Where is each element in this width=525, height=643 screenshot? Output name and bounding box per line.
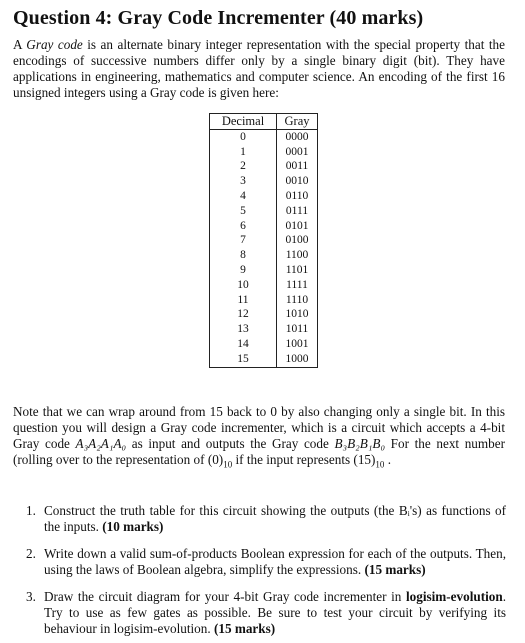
question-text: Construct the truth table for this circuit showing the outputs (the Bᵢ's) as functions of the inputs.	[44, 503, 506, 534]
table-row	[210, 322, 318, 337]
intro-text-after: is an alternate binary integer representation with the special property that the encodings of successive numbers differ only by a single binary digit (bit). They have applications in engineering, mathematics and computer science. An encoding of the first 16 unsigned integers using a Gray code is given here:	[13, 37, 505, 100]
gray-code-table	[209, 113, 318, 368]
decimal-cell: 15	[210, 352, 277, 367]
gray-cell: 1100	[277, 248, 318, 263]
gray-cell: 0001	[277, 145, 318, 160]
page-title: Question 4: Gray Code Incrementer (40 marks)	[13, 7, 424, 29]
subscript-10-b: 10	[375, 459, 385, 470]
table-body	[210, 129, 318, 367]
question-text: Write down a valid sum-of-products Boolean expression for each of the outputs. Then, using the laws of Boolean algebra, simplify the expressions.	[44, 546, 506, 577]
table-row	[210, 263, 318, 278]
decimal-cell: 12	[210, 307, 277, 322]
note-text-1: Note that we can wrap around from 15 back to 0 by also changing only a single bit. In this question you will design a Gray code incrementer, which is a circuit which accepts a 4-bit Gray code	[13, 404, 505, 451]
decimal-cell: 4	[210, 189, 277, 204]
table-row	[210, 204, 318, 219]
note-text-2: as input and outputs the Gray code	[126, 436, 335, 451]
table-row	[210, 219, 318, 234]
gray-cell: 0111	[277, 204, 318, 219]
table-row	[210, 145, 318, 160]
intro-text-before: A	[13, 37, 27, 52]
gray-cell: 1010	[277, 307, 318, 322]
decimal-cell: 2	[210, 159, 277, 174]
decimal-cell: 8	[210, 248, 277, 263]
table-row	[210, 233, 318, 248]
table-row	[210, 307, 318, 322]
question-item-1	[26, 503, 506, 535]
note-paragraph	[13, 404, 505, 468]
gray-cell: 0010	[277, 174, 318, 189]
gray-cell: 1001	[277, 337, 318, 352]
decimal-cell: 3	[210, 174, 277, 189]
header-gray: Gray	[277, 114, 318, 130]
gray-cell: 0110	[277, 189, 318, 204]
gray-cell: 1011	[277, 322, 318, 337]
intro-paragraph	[13, 37, 505, 101]
question-number: 2.	[26, 546, 36, 561]
question-text-b: . Try to use as few gates as possible. Be sure to test your circuit by verifying its behaviour in logisim-evolution.	[44, 589, 506, 636]
question-marks: (15 marks)	[364, 562, 426, 577]
table-row	[210, 278, 318, 293]
question-marks: (15 marks)	[213, 621, 276, 636]
gray-code-term: Gray code	[26, 37, 83, 52]
gray-cell: 1101	[277, 263, 318, 278]
decimal-cell: 7	[210, 233, 277, 248]
note-text-4: if the input represents (15)	[232, 452, 376, 467]
question-marks: (10 marks)	[102, 519, 164, 534]
table-row	[210, 337, 318, 352]
decimal-cell: 1	[210, 145, 277, 160]
question-item-2	[26, 546, 506, 578]
gray-cell: 0100	[277, 233, 318, 248]
table-row	[210, 129, 318, 144]
gray-cell: 0101	[277, 219, 318, 234]
decimal-cell: 9	[210, 263, 277, 278]
header-decimal: Decimal	[210, 114, 277, 130]
decimal-cell: 14	[210, 337, 277, 352]
decimal-cell: 10	[210, 278, 277, 293]
table-row	[210, 352, 318, 367]
gray-cell: 0000	[277, 129, 318, 144]
question-item-3	[26, 589, 506, 637]
gray-cell: 0011	[277, 159, 318, 174]
note-text-3: For the next number (rolling over to the representation of (0)	[13, 436, 505, 467]
question-text-a: Draw the circuit diagram for your 4-bit Gray code incrementer in	[44, 589, 406, 604]
question-number: 3.	[26, 589, 36, 604]
note-text-5: .	[384, 452, 391, 467]
gray-cell: 1000	[277, 352, 318, 367]
gray-cell: 1111	[277, 278, 318, 293]
table-row	[210, 174, 318, 189]
output-code: B₃B₂B₁B₀	[334, 436, 386, 451]
decimal-cell: 13	[210, 322, 277, 337]
table-row	[210, 189, 318, 204]
subscript-10-a: 10	[223, 459, 233, 470]
input-code: A₃A₂A₁A₀	[75, 436, 127, 451]
decimal-cell: 6	[210, 219, 277, 234]
question-number: 1.	[26, 503, 36, 518]
decimal-cell: 11	[210, 293, 277, 308]
table-row	[210, 293, 318, 308]
table-row	[210, 248, 318, 263]
decimal-cell: 0	[210, 129, 277, 144]
tool-name: logisim-evolution	[405, 589, 503, 604]
decimal-cell: 5	[210, 204, 277, 219]
table-header-row	[210, 114, 318, 130]
table-row	[210, 159, 318, 174]
gray-cell: 1110	[277, 293, 318, 308]
